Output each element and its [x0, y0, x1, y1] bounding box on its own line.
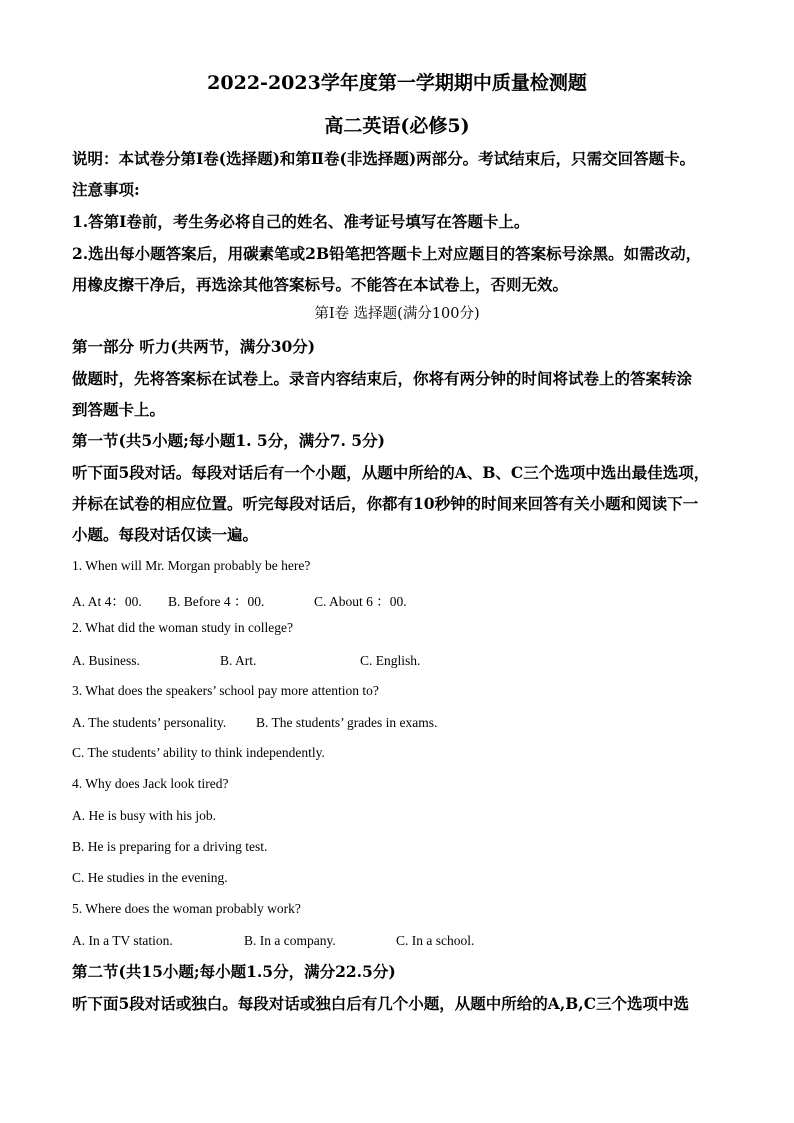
section-2-heading: 第二节(共15小题;每小题1.5分，满分22.5分): [72, 962, 396, 981]
question-2-option-c: C. English.: [360, 653, 421, 668]
question-4-stem: 4. Why does Jack look tired?: [72, 776, 229, 791]
question-5-stem: 5. Where does the woman probably work?: [72, 901, 301, 916]
question-1-option-a: A. At 4：00.: [72, 594, 142, 609]
attention-item-1: 1.答第Ⅰ卷前，考生务必将自己的姓名、准考证号填写在答题卡上。: [72, 212, 530, 231]
question-4-option-a: A. He is busy with his job.: [72, 808, 217, 823]
attention-heading: 注意事项:: [72, 180, 140, 199]
question-3-options-row-1: [72, 715, 712, 731]
question-4-option-b: B. He is preparing for a driving test.: [72, 839, 268, 854]
question-1-option-b: B. Before 4 ：00.: [168, 594, 265, 609]
question-3-stem: 3. What does the speakers’ school pay more attention to?: [72, 683, 379, 698]
question-5-options: [72, 933, 712, 949]
section-1-desc-line-3: 小题。每段对话仅读一遍。: [72, 525, 259, 544]
section-1-heading: 第一节(共5小题;每小题1. 5分，满分7. 5分): [72, 431, 385, 450]
section-1-desc-line-1: 听下面5段对话。每段对话后有一个小题，从题中所给的A、B、C三个选项中选出最佳选项，: [72, 463, 710, 482]
section-2-desc-line-1: 听下面5段对话或独白。每段对话或独白后有几个小题，从题中所给的A,B,C三个选项中选: [72, 994, 690, 1013]
question-2-options: [72, 653, 712, 669]
question-4-option-c: C. He studies in the evening.: [72, 870, 228, 885]
part-1-heading: 第一部分 听力(共两节，满分30分): [72, 337, 316, 356]
question-1-option-c: C. About 6 ：00.: [314, 594, 407, 609]
question-2-stem: 2. What did the woman study in college?: [72, 620, 293, 635]
question-3-option-b: B. The students’ grades in exams.: [256, 715, 438, 730]
question-5-option-c: C. In a school.: [396, 933, 475, 948]
section-1-desc-line-2: 并标在试卷的相应位置。听完每段对话后，你都有10秒钟的时间来回答有关小题和阅读下一: [72, 494, 699, 513]
question-2-option-a: A. Business.: [72, 653, 140, 668]
instructions-note: 说明：本试卷分第Ⅰ卷(选择题)和第Ⅱ卷(非选择题)两部分。考试结束后，只需交回答题卡。: [72, 149, 696, 168]
question-5-option-b: B. In a company.: [244, 933, 336, 948]
attention-item-2-line-2: 用橡皮擦干净后，再选涂其他答案标号。不能答在本试卷上，否则无效。: [72, 275, 569, 294]
question-1-stem: 1. When will Mr. Morgan probably be here?: [72, 558, 311, 573]
part-1-desc-line-1: 做题时，先将答案标在试卷上。录音内容结束后，你将有两分钟的时间将试卷上的答案转涂: [72, 369, 693, 388]
question-5-option-a: A. In a TV station.: [72, 933, 173, 948]
exam-title: 2022-2023学年度第一学期期中质量检测题: [207, 72, 587, 94]
part-1-desc-line-2: 到答题卡上。: [72, 400, 166, 419]
question-1-options: [72, 590, 712, 609]
exam-subtitle: 高二英语(必修5): [324, 115, 470, 137]
question-3-option-a: A. The students’ personality.: [72, 715, 227, 730]
volume-1-heading: 第Ⅰ卷 选择题(满分100分): [314, 306, 480, 322]
question-3-option-c: C. The students’ ability to think independently.: [72, 745, 325, 760]
question-2-option-b: B. Art.: [220, 653, 257, 668]
attention-item-2-line-1: 2.选出每小题答案后，用碳素笔或2B铅笔把答题卡上对应题目的答案标号涂黑。如需改动，: [72, 244, 702, 263]
